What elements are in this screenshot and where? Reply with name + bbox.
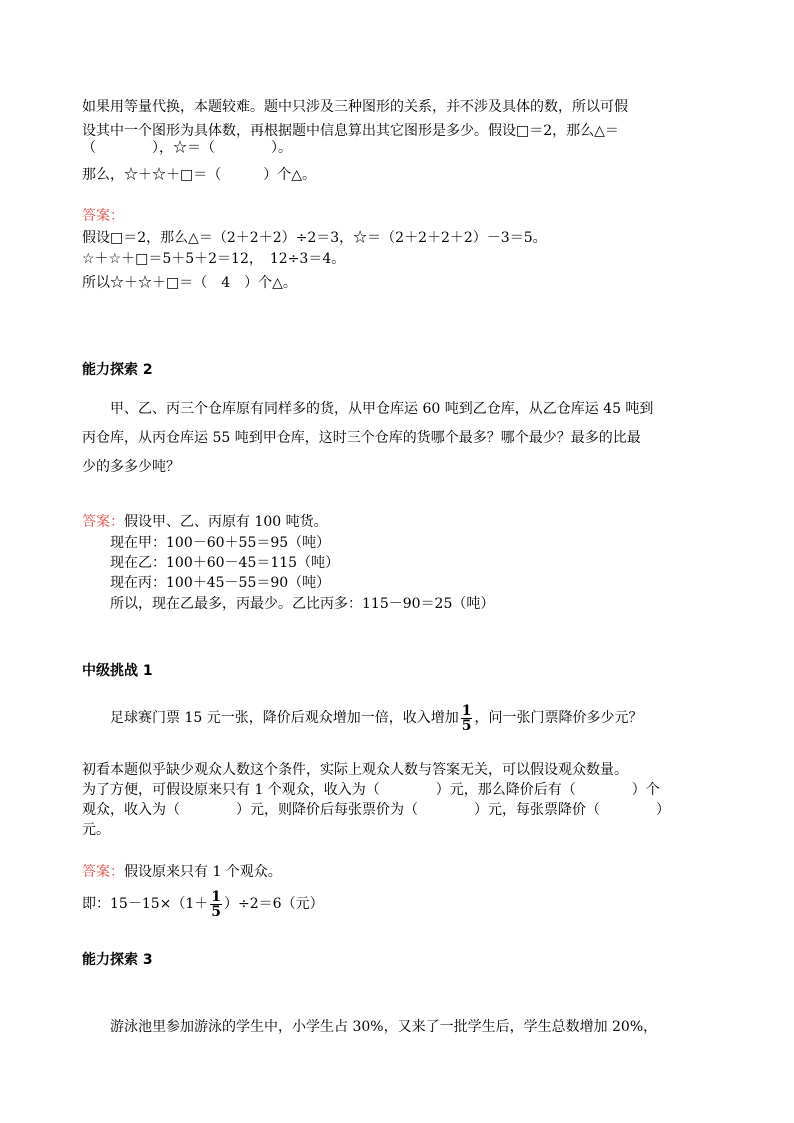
answer2-calc-2: 现在乙：100＋60－45＝115（吨） — [82, 555, 340, 571]
section-heading: 能力探索 3 — [82, 952, 153, 968]
fraction-denominator: 5 — [211, 903, 222, 920]
explanation-line-4: 元。 — [82, 822, 110, 838]
problem-line-2: 丙仓库，从丙仓库运 55 吨到甲仓库，这时三个仓库的货哪个最多？哪个最少？最多的比最 — [82, 430, 641, 446]
intro-line-2: 设其中一个图形为具体数，再根据题中信息算出其它图形是多少。假设□＝2，那么△＝ — [82, 123, 619, 139]
answer1-line-3: 所以☆＋☆＋□＝（ 4 ）个△。 — [82, 275, 297, 291]
fraction-numerator: 1 — [211, 888, 222, 905]
explanation-line-1: 初看本题似乎缺少观众人数这个条件，实际上观众人数与答案无关，可以假设观众数量。 — [82, 762, 628, 778]
intro-line-3: （ ），☆＝（ ）。 — [82, 140, 292, 156]
fraction-numerator: 1 — [461, 702, 472, 719]
explanation-line-2: 为了方便，可假设原来只有 1 个观众，收入为（ ）元，那么降价后有（ ）个 — [82, 782, 660, 798]
problem-line-3: 少的多多少吨？ — [82, 459, 180, 475]
fraction — [461, 704, 473, 733]
answer2-calc-3: 现在丙：100＋45－55＝90（吨） — [82, 575, 331, 591]
calc-text-after: ）÷2＝6（元） — [224, 896, 324, 912]
answer-label: 答案： — [82, 208, 124, 224]
explanation-line-3: 观众，收入为（ ）元，则降价后每张票价为（ ）元，每张票降价（ ） — [82, 802, 670, 818]
answer2-calc-1: 现在甲：100－60＋55＝95（吨） — [82, 535, 331, 551]
answer2-conclusion: 所以，现在乙最多，丙最少。乙比丙多：115－90＝25（吨） — [82, 596, 495, 612]
problem-line-1: 甲、乙、丙三个仓库原有同样多的货，从甲仓库运 60 吨到乙仓库，从乙仓库运 45 吨到 — [82, 401, 654, 417]
fraction — [210, 890, 222, 919]
question-text-after: ，问一张门票降价多少元？ — [474, 710, 643, 726]
answer3-text: 假设原来只有 1 个观众。 — [124, 864, 282, 880]
question-line — [82, 702, 642, 734]
answer-label: 答案： — [82, 864, 124, 880]
section-heading: 中级挑战 1 — [82, 663, 153, 679]
question-text-before: 足球赛门票 15 元一张，降价后观众增加一倍，收入增加 — [82, 710, 459, 726]
calc-text-before: 即：15－15×（1＋ — [82, 896, 209, 912]
answer3-line — [82, 862, 282, 882]
answer-label: 答案： — [82, 514, 124, 530]
answer2-text: 假设甲、乙、丙原有 100 吨货。 — [124, 514, 328, 530]
fraction-denominator: 5 — [461, 717, 472, 734]
problem-line-1: 游泳池里参加游泳的学生中，小学生占 30%，又来了一批学生后，学生总数增加 20%， — [82, 1019, 658, 1035]
section-heading: 能力探索 2 — [82, 362, 153, 378]
answer1-line-2: ☆＋☆＋□＝5＋5＋2＝12， 12÷3＝4。 — [82, 251, 346, 267]
intro-line-4: 那么，☆＋☆＋□＝（ ）个△。 — [82, 167, 316, 183]
answer1-line-1: 假设□＝2，那么△＝（2＋2＋2）÷2＝3，☆＝（2＋2＋2＋2）－3＝5。 — [82, 230, 547, 246]
answer3-calc — [82, 888, 324, 920]
intro-line-1: 如果用等量代换，本题较难。题中只涉及三种图形的关系，并不涉及具体的数，所以可假 — [82, 99, 628, 115]
answer2-line — [82, 512, 328, 532]
